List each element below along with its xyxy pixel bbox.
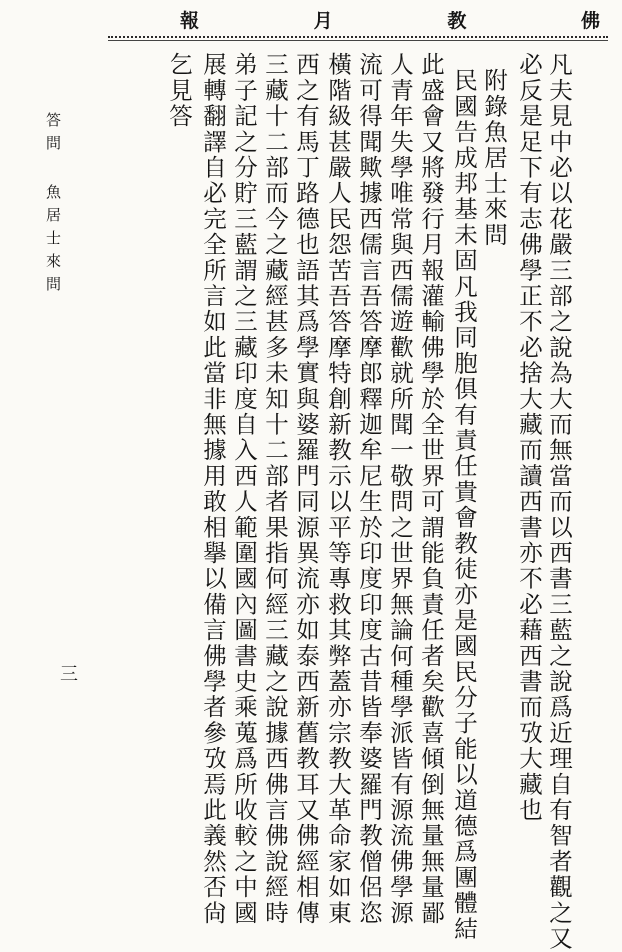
text-column: 凡夫見中必以花嚴三部之說為大而無當而以西書三藍之說爲近理自有智者觀之又 — [545, 52, 573, 952]
text-column: 人青年失學唯常與西儒遊歡就所聞一敬問之世界無論何種學派皆有源流佛學源 — [386, 52, 414, 926]
section-heading: 附錄魚居士來問 — [480, 68, 508, 248]
header-divider — [108, 36, 608, 38]
text-column: 乞見答 — [165, 52, 193, 130]
text-column: 三藏十二部而今之藏經甚多未知十二部者果指何經三藏之說據西佛言佛說經時 — [261, 52, 289, 926]
running-header — [180, 6, 600, 32]
side-label: 答問 魚居士來問 — [44, 112, 62, 299]
text-column: 西之有馬丁路德也語其爲學實與婆羅門同源異流亦如泰西新舊教耳又佛經相傳 — [292, 52, 320, 926]
header-char: 教 — [447, 9, 467, 32]
page-number: 三 — [57, 664, 78, 682]
text-column: 民國告成邦基未固凡我同胞俱有責任貴會教徒亦是國民分子能以道德爲團體結 — [450, 68, 478, 942]
header-char: 月 — [313, 9, 333, 32]
text-column: 展轉翻譯自必完全所言如此當非無據用敢相擧以備言佛學者參攷焉此義然否尙 — [199, 52, 227, 926]
text-column: 弟子記之分貯三藍謂之三藏印度自入西人範圍國內圖書史乘蒐爲所收較之中國 — [230, 52, 258, 926]
header-char: 報 — [180, 9, 200, 32]
text-column: 流可得聞歟據西儒言吾答摩郎釋迦牟尼生於印度印度古昔皆奉婆羅門教僧侶恣 — [355, 52, 383, 926]
text-column: 橫階級甚嚴人民怨苦吾答摩特創新教示以平等專救其弊蓋亦宗教大革命家如東 — [324, 52, 352, 926]
header-char: 佛 — [580, 9, 600, 32]
header-divider — [108, 40, 608, 41]
text-column: 必反是足下有志佛學正不必捨大藏而讀西書亦不必藉西書而攷大藏也 — [515, 52, 543, 823]
text-column: 此盛會又將發行月報灌輸佛學於全世界可謂能負責任者矣歡喜傾倒無量無量鄙 — [417, 52, 445, 926]
